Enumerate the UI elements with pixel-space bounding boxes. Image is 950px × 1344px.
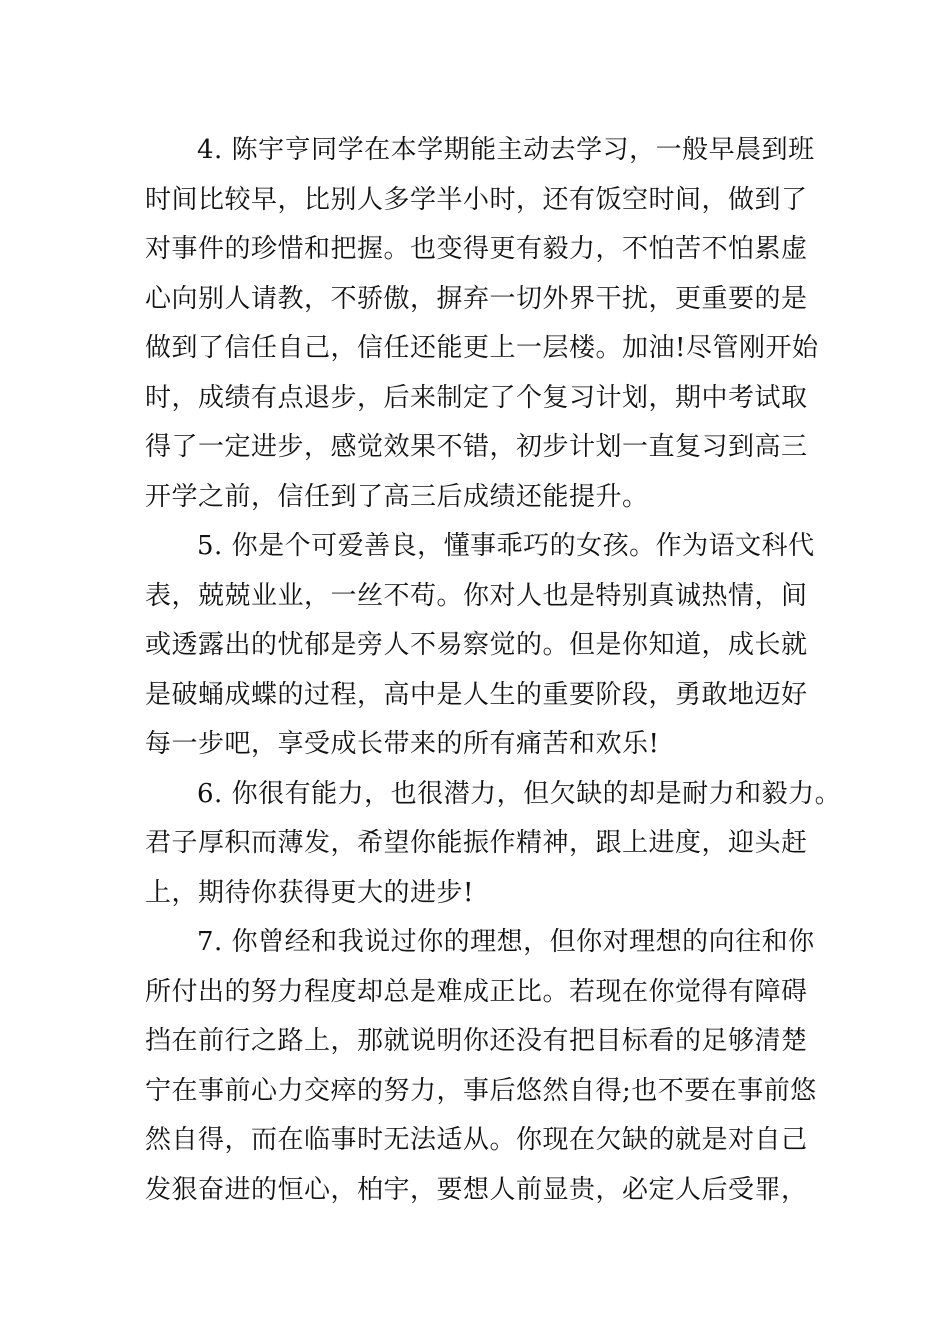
paragraph-5-line-5: 每一步吧，享受成长带来的所有痛苦和欢乐! [145,729,660,759]
paragraph-4-line-2: 时间比较早，比别人多学半小时，还有饭空时间，做到了 [145,185,808,215]
paragraph-4-line-5: 做到了信任自己，信任还能更上一层楼。加油!尽管刚开始 [145,333,819,363]
paragraph-5-line-3: 或透露出的忧郁是旁人不易察觉的。但是你知道，成长就 [145,630,808,660]
paragraph-4-line-4: 心向别人请教，不骄傲，摒弃一切外界干扰，更重要的是 [145,284,808,314]
paragraph-6-line-2: 君子厚积而薄发，希望你能振作精神，跟上进度，迎头赶 [145,828,808,858]
paragraph-4-line-3: 对事件的珍惜和把握。也变得更有毅力，不怕苦不怕累虚 [145,234,808,264]
paragraph-6-line-1: 6. 你很有能力，也很潜力，但欠缺的却是耐力和毅力。 [197,779,842,809]
paragraph-4-line-6: 时，成绩有点退步，后来制定了个复习计划，期中考试取 [145,383,808,413]
paragraph-7-line-4: 宁在事前心力交瘁的努力，事后悠然自得;也不要在事前悠 [145,1076,817,1106]
paragraph-7-line-1: 7. 你曾经和我说过你的理想，但你对理想的向往和你 [197,927,815,957]
paragraph-4-line-7: 得了一定进步，感觉效果不错，初步计划一直复习到高三 [145,432,808,462]
paragraph-7-line-6: 发狠奋进的恒心，柏宇，要想人前显贵，必定人后受罪， [145,1175,808,1205]
paragraph-5-line-1: 5. 你是个可爱善良，懂事乖巧的女孩。作为语文科代 [197,531,815,561]
paragraph-7-line-5: 然自得，而在临事时无法适从。你现在欠缺的就是对自己 [145,1125,808,1155]
paragraph-6-line-3: 上，期待你获得更大的进步! [145,878,474,908]
paragraph-5-line-4: 是破蛹成蝶的过程，高中是人生的重要阶段，勇敢地迈好 [145,680,808,710]
paragraph-7-line-3: 挡在前行之路上，那就说明你还没有把目标看的足够清楚 [145,1026,808,1056]
paragraph-4-line-1: 4. 陈宇亨同学在本学期能主动去学习，一般早晨到班 [197,135,815,165]
paragraph-5-line-2: 表，兢兢业业，一丝不苟。你对人也是特别真诚热情，间 [145,581,808,611]
paragraph-4-line-8: 开学之前，信任到了高三后成绩还能提升。 [145,482,649,512]
paragraph-7-line-2: 所付出的努力程度却总是难成正比。若现在你觉得有障碍 [145,977,808,1007]
